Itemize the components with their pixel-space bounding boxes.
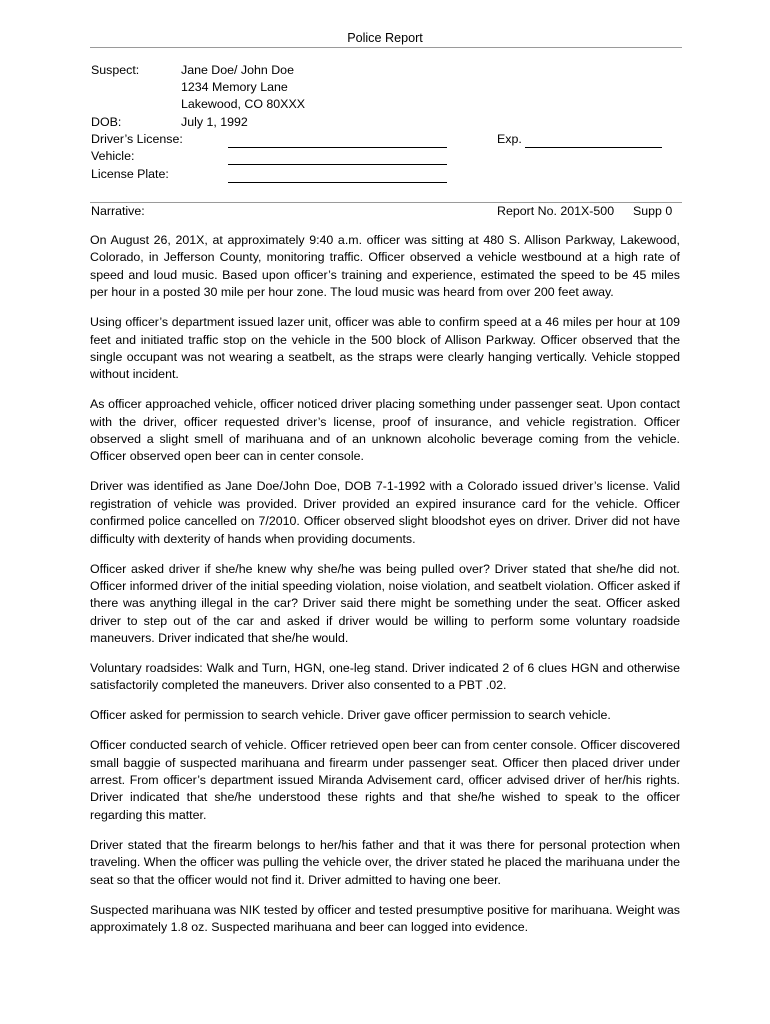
- vehicle-field: [228, 164, 447, 165]
- license-plate-label: License Plate:: [91, 167, 169, 181]
- report-number: Report No. 201X-500: [497, 204, 615, 218]
- exp-field: [525, 147, 662, 148]
- narrative-paragraph: Driver was identified as Jane Doe/John Doe, DOB 7-1-1992 with a Colorado issued driver’s license. Valid registration of vehicle was provided. Driver provided an expired insurance card for the vehicle. Officer confirmed police cancelled on 7/2010. Officer observed slight bloodshot eyes on driver. Driver did not have difficulty with dexterity of hands when providing documents.: [90, 479, 680, 546]
- exp-label: Exp.: [497, 132, 522, 146]
- suspect-address-line1: 1234 Memory Lane: [181, 80, 288, 94]
- dob-label: DOB:: [91, 115, 122, 129]
- narrative-paragraph: Voluntary roadsides: Walk and Turn, HGN, one-leg stand. Driver indicated 2 of 6 clues HGN and otherwise satisfactorily completed the maneuvers. Driver also consented to a PBT .02.: [90, 661, 680, 693]
- narrative-paragraph: On August 26, 201X, at approximately 9:40 a.m. officer was sitting at 480 S. Allison Parkway, Lakewood, Colorado, in Jefferson County, monitoring traffic. Officer observed a vehicle westbound at a high rate of speed and loud music. Based upon officer’s training and experience, estimated the speed to be 45 miles per hour in a posted 30 mile per hour zone. The loud music was heard from over 200 feet away.: [90, 233, 680, 300]
- report-title: Police Report: [347, 31, 423, 45]
- dob-value: July 1, 1992: [181, 115, 248, 129]
- supplement-number: Supp 0: [633, 204, 673, 218]
- narrative-paragraph: Officer asked for permission to search vehicle. Driver gave officer permission to search vehicle.: [90, 708, 611, 723]
- narrative-paragraph: As officer approached vehicle, officer noticed driver placing something under passenger seat. Upon contact with the driver, officer requested driver’s license, proof of insurance, and vehicle registration. Officer observed a slight smell of marihuana and of an unknown alcoholic beverage coming from the vehicle. Officer observed open beer can in center console.: [90, 397, 680, 464]
- license-plate-field: [228, 182, 447, 183]
- narrative-paragraph: Officer conducted search of vehicle. Officer retrieved open beer can from center console. Officer discovered small baggie of suspected marihuana and firearm under passenger seat. Officer then placed driver under arrest. From officer’s department issued Miranda Advisement card, officer advised driver of her/his rights. Driver indicated that she/he understood these rights and that she/he wished to speak to the officer regarding this matter.: [90, 738, 680, 822]
- narrative-paragraph: Using officer’s department issued lazer unit, officer was able to confirm speed at a 46 miles per hour at 109 feet and initiated traffic stop on the vehicle in the 500 block of Allison Parkway. Officer observed that the single occupant was not wearing a seatbelt, as the straps were clearly hanging vertically. Vehicle stopped without incident.: [90, 315, 680, 382]
- narrative-label: Narrative:: [91, 204, 145, 218]
- narrative-paragraph: Driver stated that the firearm belongs to her/his father and that it was there for personal protection when traveling. When the officer was pulling the vehicle over, the driver stated he placed the marihuana under the seat so that the officer would not find it. Driver admitted to having one beer.: [90, 837, 680, 887]
- narrative-paragraph: Suspected marihuana was NIK tested by officer and tested presumptive positive for marihuana. Weight was approximately 1.8 oz. Suspected marihuana and beer can logged into evidence.: [90, 902, 680, 934]
- vehicle-label: Vehicle:: [91, 149, 135, 163]
- drivers-license-field: [228, 147, 447, 148]
- narrative-body: [90, 232, 680, 949]
- suspect-address-line2: Lakewood, CO 80XXX: [181, 97, 305, 111]
- drivers-license-label: Driver’s License:: [91, 132, 183, 146]
- suspect-label: Suspect:: [91, 63, 140, 77]
- suspect-name: Jane Doe/ John Doe: [181, 63, 294, 77]
- narrative-paragraph: Officer asked driver if she/he knew why she/he was being pulled over? Driver stated that she/he did not. Officer informed driver of the initial speeding violation, noise violation, and seatbelt violation. Officer asked if there was anything illegal in the car? Driver said there might be something under the seat. Officer asked driver to step out of the car and asked if driver would be willing to perform some voluntary roadside maneuvers. Driver indicated that she/he would.: [90, 561, 680, 646]
- header-rule: [90, 47, 682, 48]
